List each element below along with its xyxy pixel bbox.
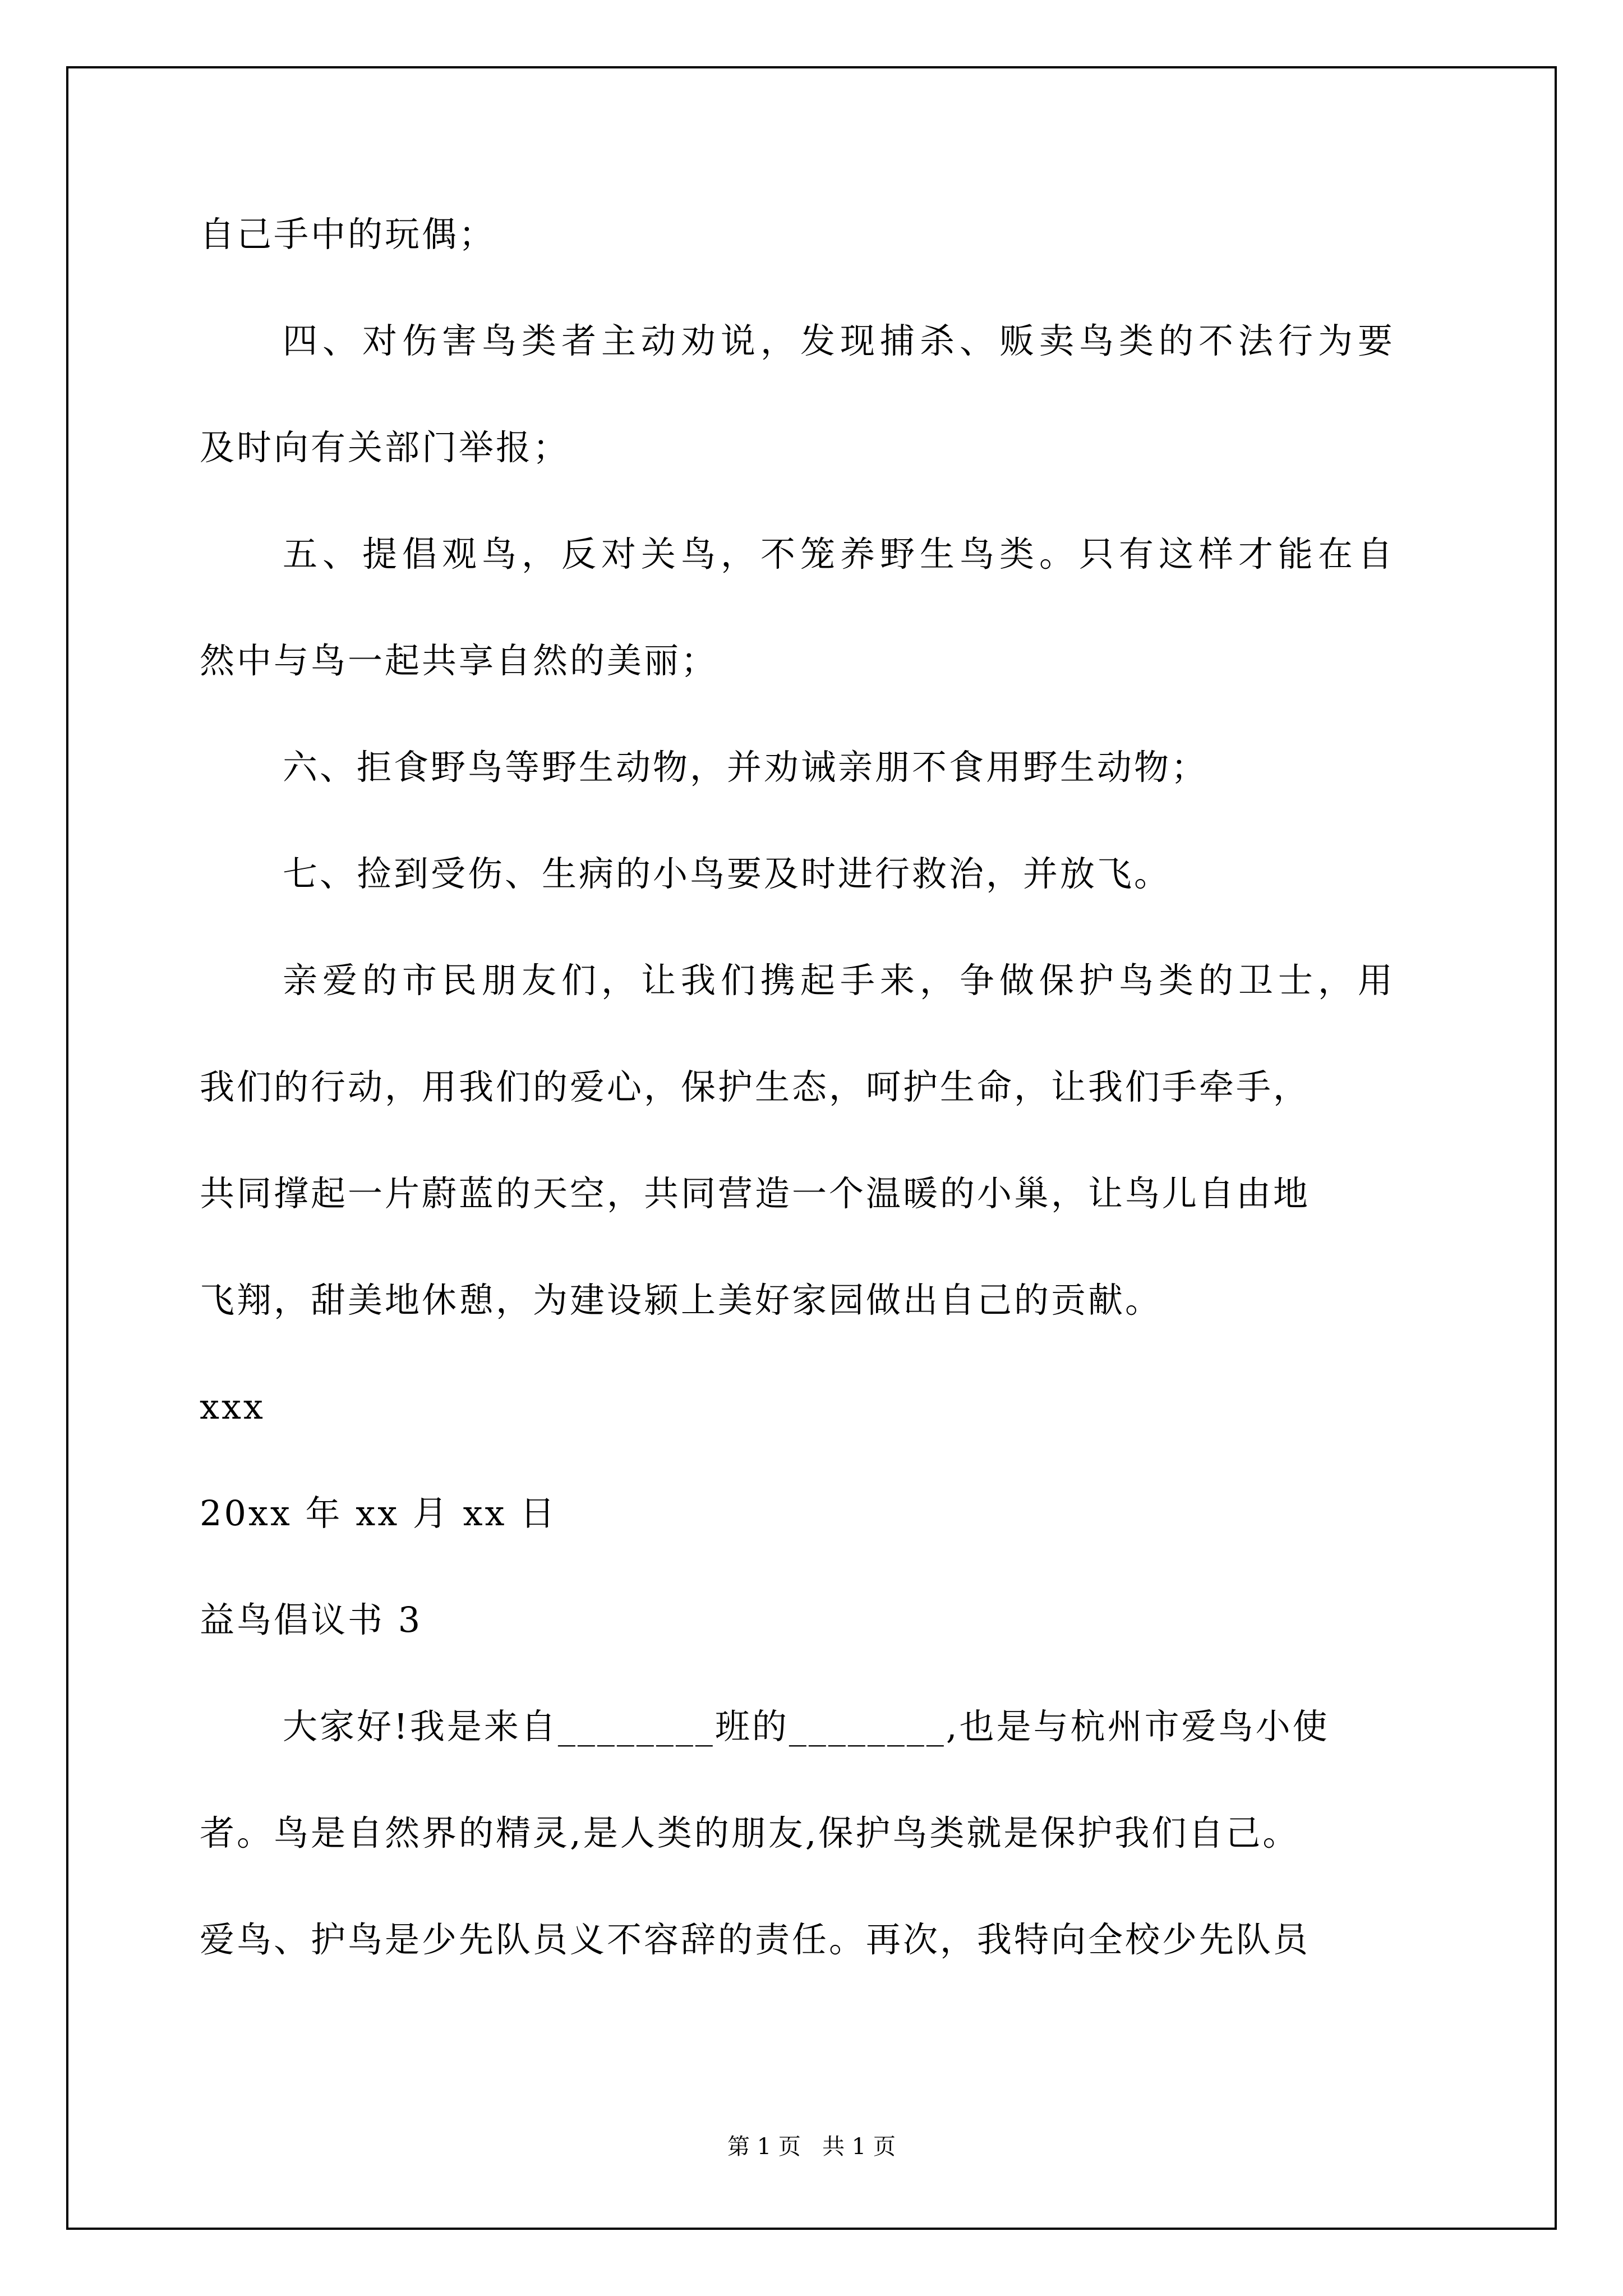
body-line: 七、捡到受伤、生病的小鸟要及时进行救治，并放飞。 [283, 853, 1172, 894]
body-line: 六、拒食野鸟等野生动物，并劝诫亲朋不食用野生动物； [283, 747, 1209, 788]
body-line: 五、提倡观鸟，反对关鸟，不笼养野生鸟类。只有这样才能在自 [283, 533, 1398, 574]
signature: xxx [200, 1386, 265, 1427]
page-footer: 第 1 页 共 1 页 [727, 2134, 896, 2160]
body-line: 亲爱的市民朋友们，让我们携起手来，争做保护鸟类的卫士，用 [283, 960, 1398, 1001]
body-line: 大家好!我是来自________班的________,也是与杭州市爱鸟小使 [283, 1706, 1330, 1747]
body-line: 我们的行动，用我们的爱心，保护生态，呵护生命，让我们手牵手， [200, 1066, 1311, 1107]
section-title: 益鸟倡议书 3 [200, 1599, 423, 1640]
body-line: 自己手中的玩偶； [200, 214, 496, 255]
body-line: 四、对伤害鸟类者主动劝说，发现捕杀、贩卖鸟类的不法行为要 [283, 320, 1398, 361]
body-line: 者。鸟是自然界的精灵,是人类的朋友,保护鸟类就是保护我们自己。 [200, 1812, 1300, 1853]
date-line: 20xx 年 xx 月 xx 日 [200, 1493, 557, 1534]
body-line: 爱鸟、护鸟是少先队员义不容辞的责任。再次，我特向全校少先队员 [200, 1919, 1311, 1960]
body-line: 共同撑起一片蔚蓝的天空，共同营造一个温暖的小巢，让鸟儿自由地 [200, 1173, 1311, 1214]
body-line: 飞翔，甜美地休憩，为建设颍上美好家园做出自己的贡献。 [200, 1280, 1163, 1320]
body-line: 然中与鸟一起共享自然的美丽； [200, 640, 718, 681]
page-frame [66, 66, 1557, 2230]
body-line: 及时向有关部门举报； [200, 427, 570, 468]
